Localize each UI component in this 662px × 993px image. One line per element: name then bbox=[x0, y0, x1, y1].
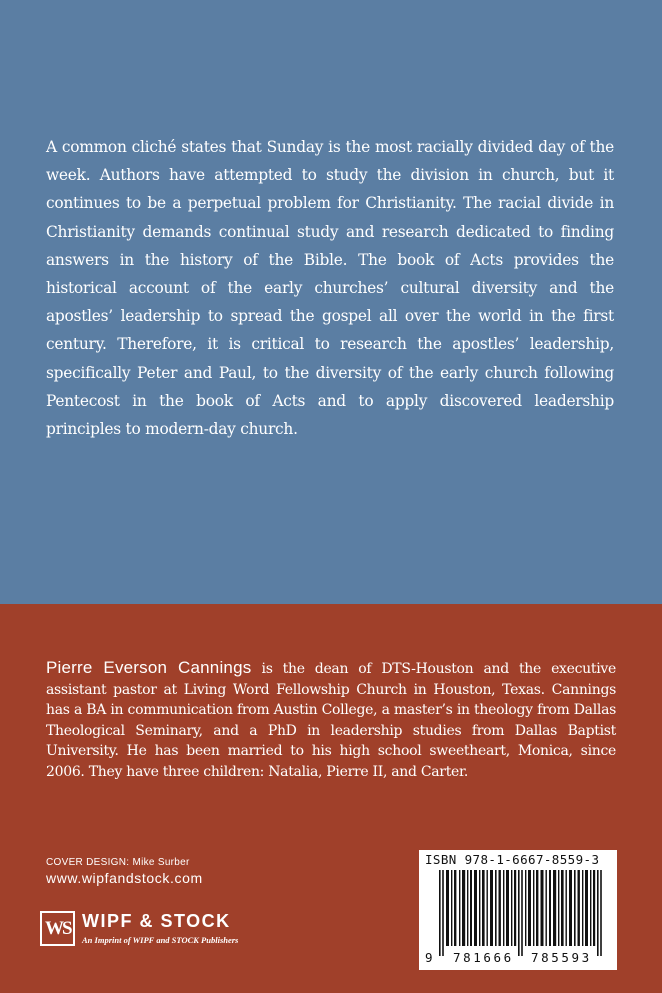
publisher-website[interactable]: www.wipfandstock.com bbox=[46, 870, 203, 886]
book-description: A common cliché states that Sunday is the most racially divided day of the week. Authors have attempted to study the division in church, but it continues to be a perpetual problem for Christianity. The racial divide in Christianity demands continual study and research dedicated to finding answers in the history of the Bible. The book of Acts provides the historical account of the early churches’ cultural diversity and the apostles’ leadership to spread the gospel all over the world in the first century. Therefore, it is critical to research the apostles’ leadership, specifically Peter and Paul, to the diversity of the early church following Pentecost in the book of Acts and to apply discovered leadership principles to modern-day church. bbox=[46, 138, 614, 439]
isbn-barcode bbox=[419, 850, 617, 970]
ws-logo-icon bbox=[40, 911, 75, 946]
barcode-lead-digit: 9 bbox=[425, 950, 433, 965]
isbn-label: ISBN 978-1-6667-8559-3 bbox=[425, 852, 600, 867]
publisher-logo bbox=[40, 911, 280, 947]
cover-design-label: COVER DESIGN: bbox=[46, 857, 130, 868]
barcode-right-digits: 785593 bbox=[531, 950, 592, 965]
author-name: Pierre Everson Cannings bbox=[46, 658, 252, 677]
publisher-tagline: An Imprint of WIPF and STOCK Publishers bbox=[82, 935, 239, 945]
author-bio-text: is the dean of DTS-Houston and the executive assistant pastor at Living Word Fellowship Church in Houston, Texas. Cannings has a BA in communication from Austin College, a master’s in theology from Dallas Theological Seminary, and a PhD in leadership studies from Dallas Baptist University. He has been married to his high school sweetheart, Monica, since 2006. They have three children: Natalia, Pierre II, and Carter. bbox=[46, 661, 616, 780]
barcode-left-digits: 781666 bbox=[453, 950, 514, 965]
barcode-digits bbox=[423, 950, 613, 966]
publisher-name: WIPF & STOCK bbox=[82, 911, 231, 931]
author-bio bbox=[46, 658, 616, 782]
barcode-bars bbox=[437, 870, 607, 958]
logo-letters: WS bbox=[45, 918, 71, 939]
cover-design-credit bbox=[46, 857, 190, 868]
cover-designer-name: Mike Surber bbox=[132, 857, 190, 868]
